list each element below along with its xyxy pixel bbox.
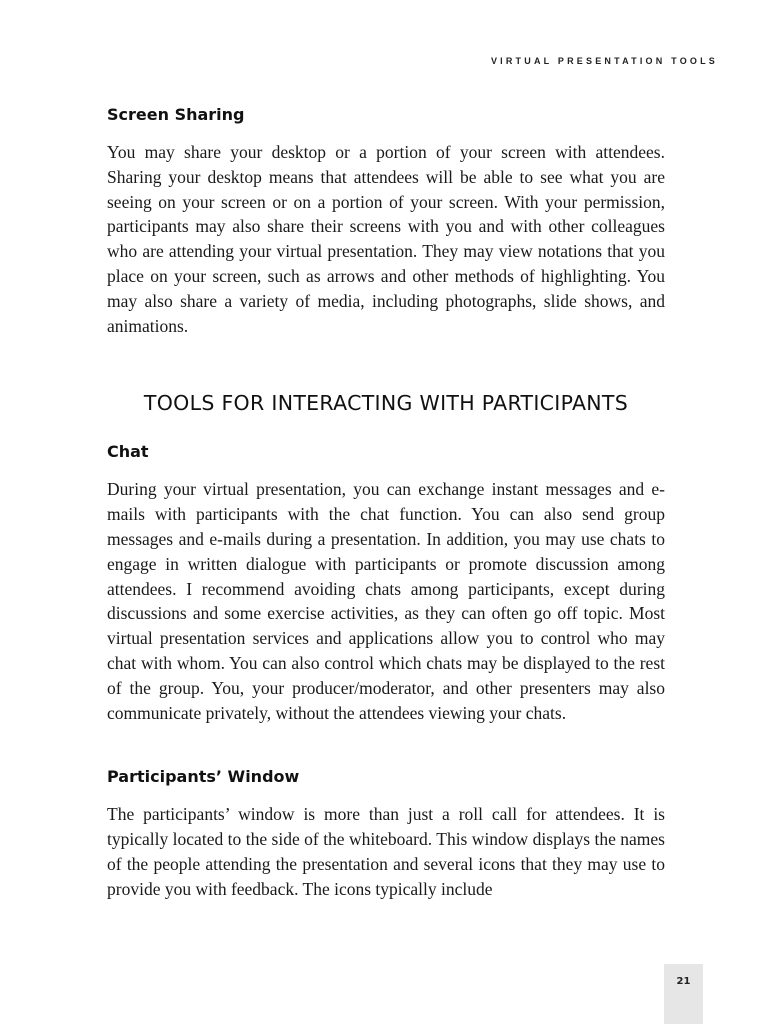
tools-section-title: TOOLS FOR INTERACTING WITH PARTICIPANTS (143, 391, 629, 416)
chat-paragraph: During your virtual presentation, you can exchange instant messages and e-mails with participants with the chat function. You can also send group messages and e-mails during a presentation. In addition, you may use chats to engage in written dialogue with participants or promote discussion among attendees. I recommend avoiding chats among participants, except during discussions and some exercise activities, as they can often go off topic. Most virtual presentation services and applications allow you to control who may chat with whom. You can also control which chats may be displayed to the rest of the group. You, your producer/moderator, and other presenters may also communicate privately, without the attendees viewing your chats. (107, 479, 665, 723)
participants-window-heading: Participants’ Window (107, 767, 300, 787)
screen-sharing-heading: Screen Sharing (107, 105, 245, 124)
page-content (107, 100, 665, 902)
page-number: 21 (676, 976, 691, 987)
participants-window-paragraph: The participants’ window is more than just a roll call for attendees. It is typically located to the side of the whiteboard. This window displays the names of the people attending the presentation and several icons that they may use to provide you with feedback. The icons typically include (107, 804, 665, 899)
chat-heading: Chat (107, 442, 149, 462)
page-number-tab (664, 964, 703, 1024)
screen-sharing-paragraph: You may share your desktop or a portion of your screen with attendees. Sharing your desktop means that attendees will be able to see what you are seeing on your screen or on a portion of your screen. With your permission, participants may also share their screens with you and with other colleagues who are attending your virtual presentation. They may view notations that you place on your screen, such as arrows and other methods of highlighting. You may also share a variety of media, including photographs, slide shows, and animations. (107, 142, 665, 336)
running-head: VIRTUAL PRESENTATION TOOLS (490, 56, 718, 66)
